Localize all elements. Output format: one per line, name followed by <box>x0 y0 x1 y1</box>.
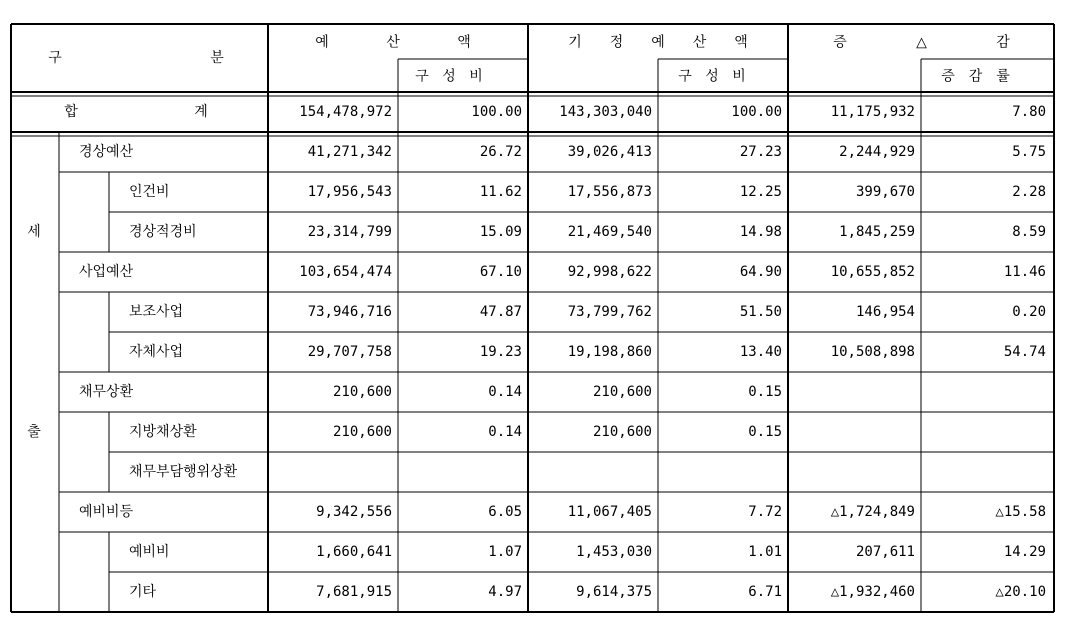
ratio-cell: 100.00 <box>471 104 522 120</box>
row-label: 채무부담행위상환 <box>129 464 238 480</box>
prior-budget-cell: 73,799,762 <box>567 304 652 320</box>
ratio-cell: 47.87 <box>479 304 522 320</box>
header-budget: 액 <box>457 34 471 51</box>
prior-ratio-cell: 6.71 <box>748 584 782 600</box>
change-cell: △1,932,460 <box>830 584 915 600</box>
budget-cell: 103,654,474 <box>299 264 392 280</box>
row-label: 인건비 <box>129 184 170 200</box>
budget-cell: 154,478,972 <box>299 104 392 120</box>
header-change: 증 <box>833 34 847 51</box>
ratio-cell: 6.05 <box>488 504 522 520</box>
prior-budget-cell: 17,556,873 <box>567 184 652 200</box>
budget-cell: 1,660,641 <box>316 544 392 560</box>
prior-budget-cell: 11,067,405 <box>567 504 652 520</box>
change-cell: 1,845,259 <box>839 224 915 240</box>
change-cell: 11,175,932 <box>830 104 915 120</box>
header-prior-budget: 예 <box>651 34 665 51</box>
budget-cell: 17,956,543 <box>307 184 392 200</box>
row-label: 경상예산 <box>79 144 134 160</box>
change-rate-cell: 14.29 <box>1003 544 1046 560</box>
row-label: 채무상환 <box>79 384 134 400</box>
header-category: 분 <box>210 50 224 66</box>
change-rate-cell: △15.58 <box>995 504 1046 520</box>
change-rate-cell: 11.46 <box>1003 264 1046 280</box>
side-label-expenditure: 출 <box>27 424 41 440</box>
prior-budget-cell: 210,600 <box>592 424 652 440</box>
change-cell: 10,508,898 <box>830 344 915 360</box>
change-rate-cell: △20.10 <box>995 584 1046 600</box>
side-label-expenditure: 세 <box>27 224 41 240</box>
budget-cell: 210,600 <box>332 424 392 440</box>
prior-budget-cell: 39,026,413 <box>567 144 652 160</box>
budget-cell: 9,342,556 <box>316 504 392 520</box>
prior-ratio-cell: 0.15 <box>748 424 782 440</box>
prior-ratio-cell: 64.90 <box>739 264 782 280</box>
header-prior-budget: 정 <box>609 34 624 51</box>
change-rate-cell: 54.74 <box>1003 344 1046 360</box>
change-rate-cell: 8.59 <box>1012 224 1046 240</box>
prior-budget-cell: 21,469,540 <box>567 224 652 240</box>
row-label: 예비비등 <box>79 504 134 520</box>
header-category: 구 <box>48 50 62 66</box>
budget-cell: 7,681,915 <box>316 584 392 600</box>
change-cell: △1,724,849 <box>830 504 915 520</box>
ratio-cell: 1.07 <box>488 544 522 560</box>
ratio-cell: 19.23 <box>479 344 522 360</box>
row-label: 보조사업 <box>129 304 184 320</box>
row-label: 사업예산 <box>79 264 134 280</box>
prior-ratio-cell: 100.00 <box>731 104 782 120</box>
row-label: 자체사업 <box>129 344 184 360</box>
prior-budget-cell: 1,453,030 <box>576 544 652 560</box>
header-prior-budget: 기 <box>568 34 582 51</box>
ratio-cell: 15.09 <box>479 224 522 240</box>
change-cell: 146,954 <box>855 304 915 320</box>
header-composition: 구 <box>415 68 429 85</box>
change-cell: 399,670 <box>855 184 915 200</box>
change-cell: 207,611 <box>855 544 915 560</box>
change-rate-cell: 7.80 <box>1012 104 1046 120</box>
table-text <box>27 34 1046 601</box>
header-budget: 예 <box>315 34 329 51</box>
total-label: 합 <box>64 104 78 120</box>
header-change-rate: 증 <box>941 68 955 85</box>
header-change: △ <box>916 34 927 51</box>
prior-budget-cell: 210,600 <box>592 384 652 400</box>
budget-cell: 41,271,342 <box>307 144 392 160</box>
prior-ratio-cell: 14.98 <box>739 224 782 240</box>
prior-ratio-cell: 27.23 <box>739 144 782 160</box>
prior-budget-cell: 9,614,375 <box>576 584 652 600</box>
prior-ratio-cell: 7.72 <box>748 504 782 520</box>
ratio-cell: 26.72 <box>479 144 522 160</box>
prior-budget-cell: 92,998,622 <box>567 264 652 280</box>
row-label: 경상적경비 <box>129 224 197 240</box>
prior-ratio-cell: 13.40 <box>739 344 782 360</box>
row-label: 예비비 <box>129 544 170 560</box>
prior-ratio-cell: 51.50 <box>739 304 782 320</box>
ratio-cell: 0.14 <box>488 424 522 440</box>
budget-cell: 210,600 <box>332 384 392 400</box>
prior-budget-cell: 143,303,040 <box>559 104 652 120</box>
total-label: 계 <box>194 104 208 120</box>
change-rate-cell: 5.75 <box>1012 144 1046 160</box>
header-prior-budget: 산 <box>692 34 707 51</box>
budget-cell: 29,707,758 <box>307 344 392 360</box>
header-budget: 산 <box>386 34 400 51</box>
ratio-cell: 0.14 <box>488 384 522 400</box>
budget-cell: 73,946,716 <box>307 304 392 320</box>
row-label: 지방채상환 <box>129 424 197 440</box>
prior-ratio-cell: 1.01 <box>748 544 782 560</box>
prior-ratio-cell: 12.25 <box>739 184 782 200</box>
header-change-rate: 률 <box>996 68 1010 85</box>
header-prior-composition: 비 <box>732 68 746 85</box>
header-prior-composition: 성 <box>705 68 719 85</box>
header-composition: 비 <box>469 68 483 85</box>
prior-ratio-cell: 0.15 <box>748 384 782 400</box>
change-rate-cell: 2.28 <box>1012 184 1046 200</box>
header-change-rate: 감 <box>968 68 983 85</box>
change-rate-cell: 0.20 <box>1012 304 1046 320</box>
header-prior-budget: 액 <box>734 34 748 51</box>
header-prior-composition: 구 <box>678 68 692 85</box>
ratio-cell: 4.97 <box>488 584 522 600</box>
ratio-cell: 67.10 <box>479 264 522 280</box>
row-label: 기타 <box>129 584 157 600</box>
change-cell: 10,655,852 <box>830 264 915 280</box>
header-composition: 성 <box>442 68 456 85</box>
prior-budget-cell: 19,198,860 <box>567 344 652 360</box>
ratio-cell: 11.62 <box>479 184 522 200</box>
budget-cell: 23,314,799 <box>307 224 392 240</box>
change-cell: 2,244,929 <box>839 144 915 160</box>
header-change: 감 <box>996 34 1010 51</box>
